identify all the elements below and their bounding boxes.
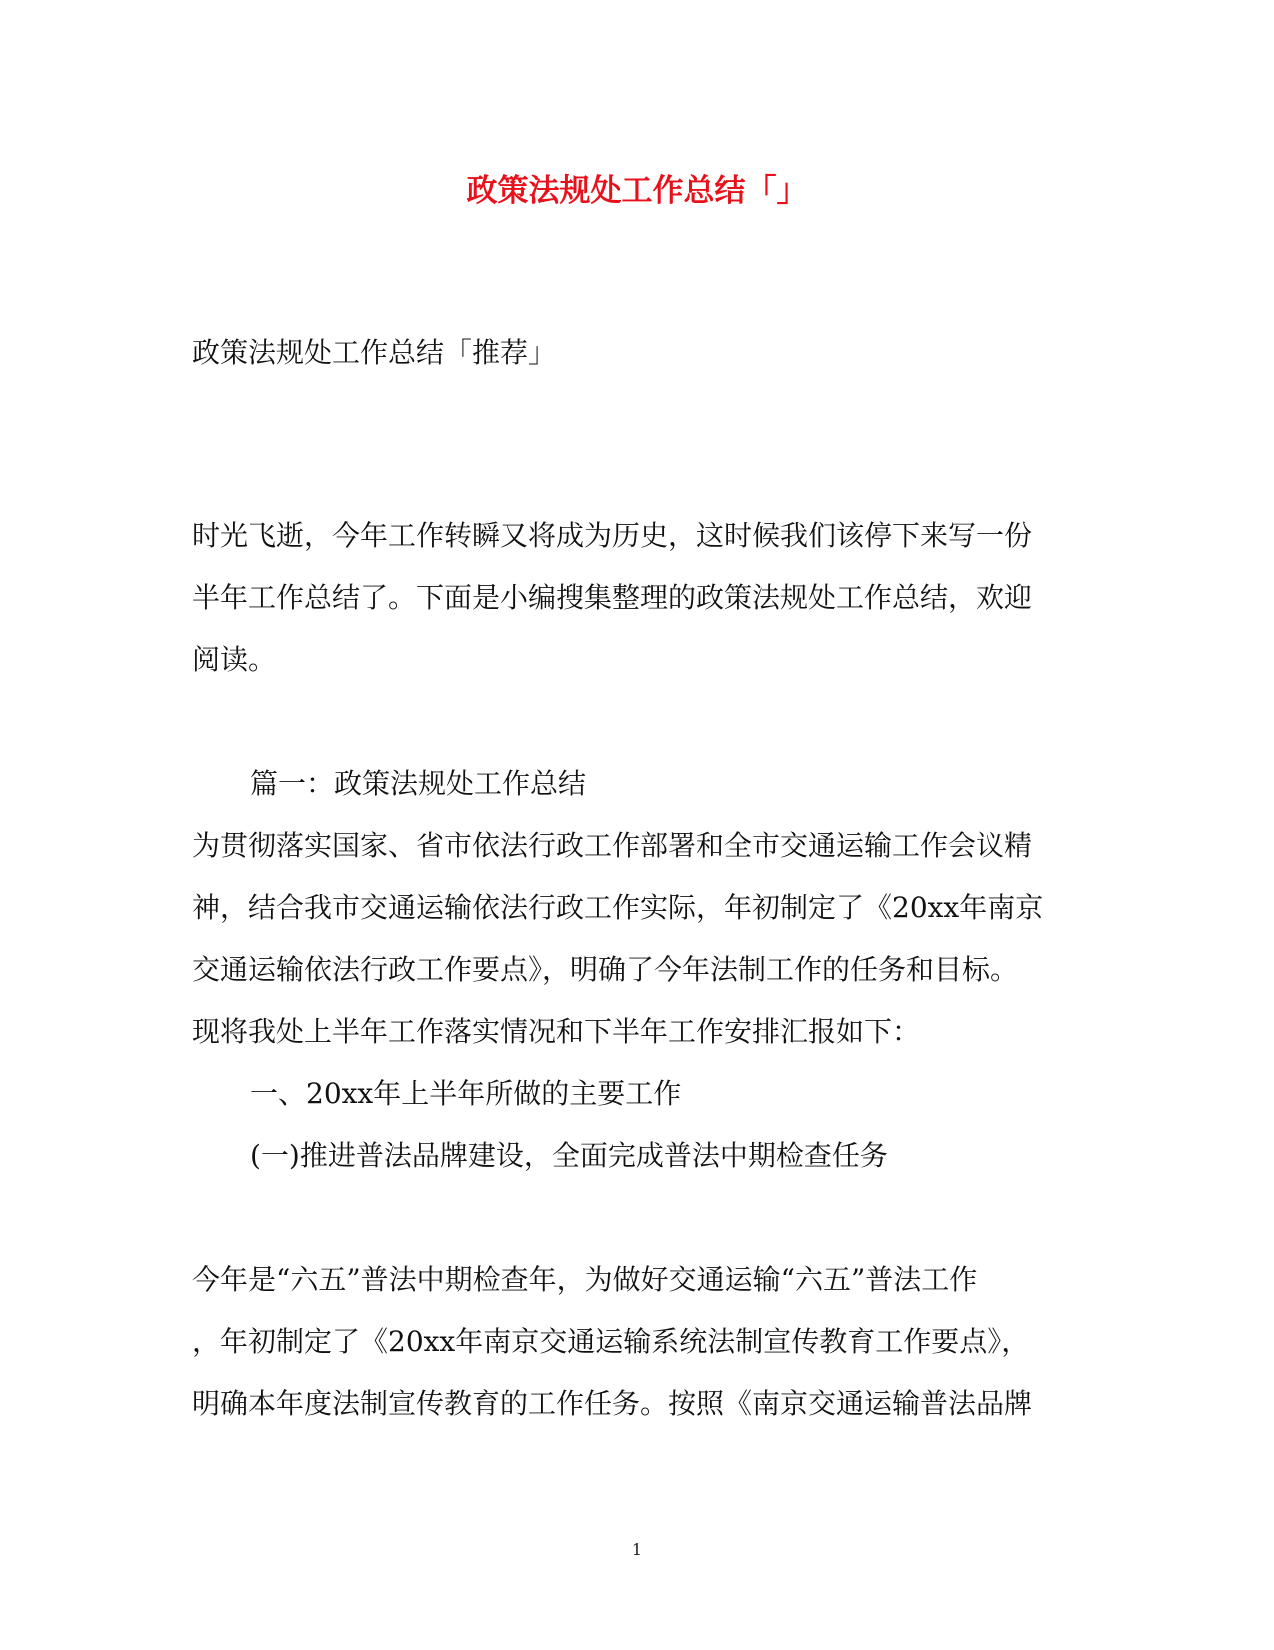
document-title: 政策法规处工作总结「」 — [466, 173, 808, 209]
intro-line-3: 阅读。 — [192, 643, 277, 676]
paragraph2-line-3: 明确本年度法制宣传教育的工作任务。按照《南京交通运输普法品牌 — [192, 1387, 1033, 1420]
document-subtitle: 政策法规处工作总结「推荐」 — [192, 336, 557, 369]
paragraph1-line-1: 为贯彻落实国家、省市依法行政工作部署和全市交通运输工作会议精 — [192, 829, 1033, 862]
heading-1-1: (一)推进普法品牌建设，全面完成普法中期检查任务 — [250, 1139, 888, 1172]
paragraph2-line-2: ，年初制定了《20xx年南京交通运输系统法制宣传教育工作要点》， — [192, 1325, 1030, 1358]
paragraph2-line-1: 今年是“六五”普法中期检查年，为做好交通运输“六五”普法工作 — [192, 1263, 978, 1296]
paragraph1-line-4: 现将我处上半年工作落实情况和下半年工作安排汇报如下： — [192, 1015, 921, 1048]
paragraph1-line-2: 神，结合我市交通运输依法行政工作实际，年初制定了《20xx年南京 — [192, 891, 1044, 924]
heading-1: 一、20xx年上半年所做的主要工作 — [250, 1077, 682, 1110]
intro-line-2: 半年工作总结了。下面是小编搜集整理的政策法规处工作总结，欢迎 — [192, 581, 1033, 614]
intro-line-1: 时光飞逝，今年工作转瞬又将成为历史，这时候我们该停下来写一份 — [192, 519, 1033, 552]
section-heading: 篇一：政策法规处工作总结 — [250, 767, 587, 800]
paragraph1-line-3: 交通运输依法行政工作要点》，明确了今年法制工作的任务和目标。 — [192, 953, 1019, 986]
page-number: 1 — [631, 1540, 643, 1559]
